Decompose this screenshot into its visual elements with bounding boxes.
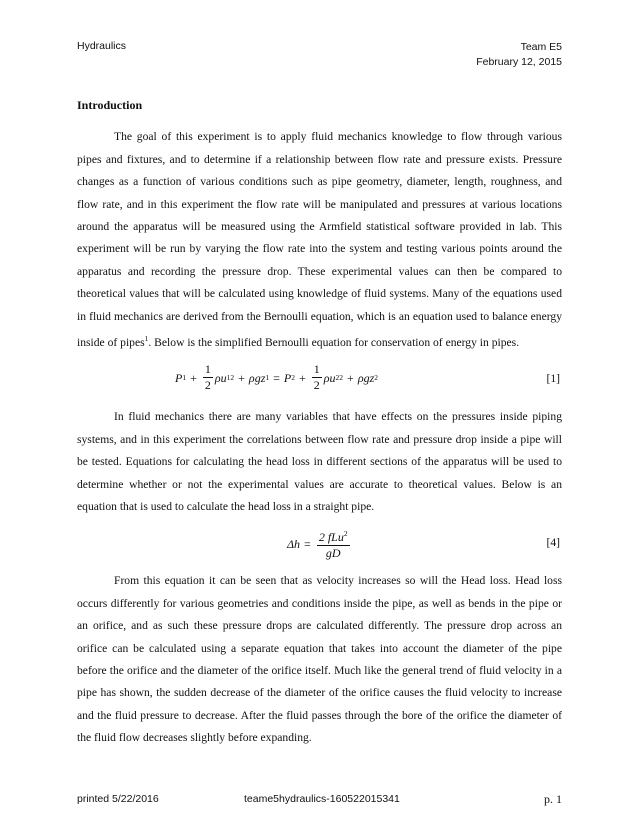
- eq-fraction: [203, 362, 213, 393]
- head-loss-expression: [287, 526, 352, 561]
- eq-operator: +: [190, 370, 197, 385]
- eq-frac-den: 2: [313, 378, 320, 393]
- head-loss-equation: [77, 520, 562, 566]
- running-header-course: Hydraulics: [77, 40, 127, 52]
- eq-symbol: u: [329, 370, 336, 385]
- eq-superscript: 2: [343, 529, 348, 539]
- footer-filename: teame5hydraulics-160522015341: [244, 793, 400, 805]
- eq-operator: +: [238, 370, 245, 385]
- section-heading: Introduction: [77, 98, 143, 112]
- eq-operator: +: [298, 370, 306, 385]
- footer-printed-date: printed 5/22/2016: [77, 793, 159, 805]
- eq-symbol: ρ: [214, 370, 221, 385]
- eq-frac-num: [317, 526, 350, 546]
- eq-fraction: [317, 526, 350, 561]
- eq-symbol: P: [175, 370, 183, 385]
- eq-operator: =: [273, 370, 280, 385]
- document-body: [77, 94, 562, 750]
- eq-symbol: z: [369, 370, 375, 385]
- eq-numerator-text: 2 fLu: [318, 530, 344, 545]
- eq-lhs: Δh: [287, 536, 301, 551]
- eq-frac-den: 2: [204, 378, 211, 393]
- eq-superscript: 2: [339, 372, 344, 382]
- eq-subscript: 1: [226, 372, 231, 382]
- paragraph-intro: [77, 126, 562, 354]
- eq-subscript: 1: [265, 372, 270, 382]
- paragraph-intro-text: The goal of this experiment is to apply fluid mechanics knowledge to flow through various pipes and fixtures, and to determine if a relationship between flow rate and pressure exists. Pressure changes as a function of various conditions such as pipe geometry, diameter, length, roughness, and flow rate, and in this experiment the flow rate will be manipulated and pressures at various locations around the apparatus will be measured using the Armfield statistical software provided in lab. This experiment will be run by varying the flow rate into the system and testing various points around the apparatus and recording the pressure drop. These experimental values can then be compared to theoretical values that will be calculated using knowledge of fluid systems. Many of the equations used in fluid mechanics are derived from the Bernoulli equation, which is an equation used to balance energy inside of pipes: [77, 130, 562, 349]
- eq-subscript: 2: [291, 372, 295, 382]
- running-header-meta: [476, 40, 562, 70]
- bernoulli-expression: [175, 362, 378, 393]
- equation-number: [1]: [546, 372, 560, 386]
- citation-reference: 1: [144, 334, 149, 344]
- eq-symbol: u: [220, 370, 227, 385]
- eq-symbol: ρ: [323, 370, 330, 385]
- eq-fraction: [312, 362, 322, 393]
- eq-frac-num: 1: [313, 362, 320, 377]
- header-date: February 12, 2015: [476, 56, 562, 68]
- eq-subscript: 1: [182, 372, 187, 382]
- bernoulli-equation: [77, 356, 562, 402]
- eq-subscript: 2: [374, 372, 378, 382]
- eq-subscript: 2: [335, 372, 340, 382]
- eq-superscript: 2: [230, 372, 235, 382]
- eq-operator: =: [304, 536, 311, 551]
- page-number: p. 1: [544, 792, 562, 806]
- eq-operator: +: [347, 370, 354, 385]
- eq-frac-den: gD: [325, 546, 341, 561]
- paragraph-head-loss: In fluid mechanics there are many variables that have effects on the pressures inside piping systems, and in this experiment the correlations between flow rate and pressure drop inside a pipe will be tested. Equations for calculating the head loss in different sections of the apparatus will be used to determine whether or not the experimental values are accurate to theoretical values. Below is an equation that is used to calculate the head loss in a straight pipe.: [77, 410, 562, 513]
- eq-symbol: z: [260, 370, 266, 385]
- eq-symbol: g: [363, 370, 370, 385]
- eq-symbol: g: [254, 370, 261, 385]
- eq-symbol: ρ: [357, 370, 364, 385]
- eq-frac-num: 1: [204, 362, 211, 377]
- paragraph-orifice: From this equation it can be seen that as velocity increases so will the Head loss. Head loss occurs differently for various geometries and conditions inside the pipe, as well as bends in the pipe or an orifice, and as such these pressure drops are calculated differently. The pressure drop across an orifice can be calculated using a separate equation that takes into account the diameter of the pipe before the orifice and the diameter of the orifice itself. Much like the general trend of fluid velocity in a pipe has shown, the sudden decrease of the diameter of the orifice causes the fluid velocity to increase and the fluid pressure to decrease. After the fluid passes through the bore of the orifice the diameter of the fluid flow decreases slightly before expanding.: [77, 574, 562, 745]
- team-name: Team E5: [520, 41, 562, 53]
- paragraph-intro-end: . Below is the simplified Bernoulli equation for conservation of energy in pipes.: [148, 335, 520, 349]
- equation-number: [4]: [546, 536, 560, 550]
- eq-symbol: ρ: [248, 370, 255, 385]
- eq-symbol: P: [283, 370, 292, 385]
